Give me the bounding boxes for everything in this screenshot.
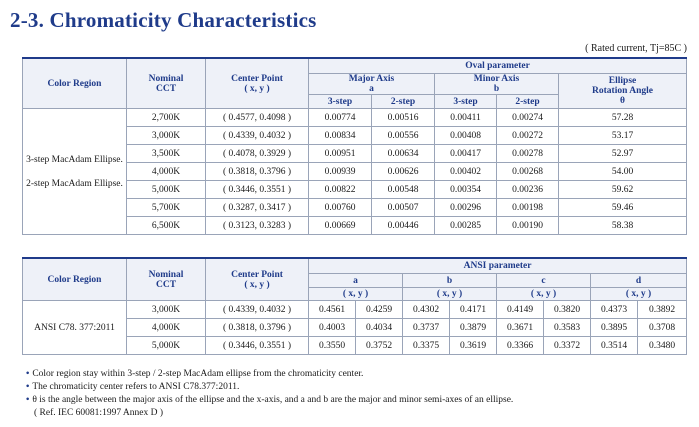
- cell-b-3step: 0.00354: [435, 181, 497, 199]
- cell-b-2step: 0.00274: [497, 109, 559, 127]
- header-cct: CCT: [155, 83, 177, 94]
- cell-b-2step: 0.00236: [497, 181, 559, 199]
- footnote-text: Color region stay within 3-step / 2-step MacAdam ellipse from the chromaticity center.: [32, 369, 364, 379]
- header-minor-3step: 3-step: [435, 95, 497, 109]
- bullet-icon: •: [26, 395, 30, 405]
- header-rotation-angle: Rotation Angle: [592, 86, 653, 96]
- header-color-region-2: Color Region: [23, 258, 127, 301]
- header-minor-axis-symbol: b: [493, 84, 500, 94]
- header-ellipse-rotation: [559, 74, 687, 109]
- footnote: [26, 368, 513, 381]
- cell-a-3step: 0.00834: [309, 127, 372, 145]
- cell-d-y: 0.3892: [638, 301, 687, 319]
- cell-a-y: 0.4034: [356, 319, 403, 337]
- region-line-2step: 2-step MacAdam Ellipse.: [26, 178, 123, 189]
- header-center-xy-2: ( x, y ): [244, 279, 270, 290]
- cell-center-xy: ( 0.4339, 0.4032 ): [206, 127, 309, 145]
- header-major-axis-label: Major Axis: [348, 74, 395, 84]
- bullet-icon: •: [26, 369, 30, 379]
- header-nominal: Nominal: [148, 73, 184, 84]
- header-point-b: b: [403, 274, 497, 288]
- cell-a-y: 0.3752: [356, 337, 403, 355]
- cell-center-xy: ( 0.3818, 0.3796 ): [206, 319, 309, 337]
- cell-cct: 2,700K: [127, 109, 206, 127]
- oval-parameter-table: [22, 57, 687, 235]
- cell-a-2step: 0.00446: [372, 217, 435, 235]
- header-center-point-label: Center Point: [231, 73, 283, 84]
- cell-b-2step: 0.00268: [497, 163, 559, 181]
- cell-center-xy: ( 0.4577, 0.4098 ): [206, 109, 309, 127]
- cell-a-3step: 0.00939: [309, 163, 372, 181]
- header-major-3step: 3-step: [309, 95, 372, 109]
- cell-a-3step: 0.00669: [309, 217, 372, 235]
- cell-theta: 52.97: [559, 145, 687, 163]
- page-title: 2-3. Chromaticity Characteristics: [10, 8, 317, 32]
- cell-b-x: 0.3737: [403, 319, 450, 337]
- cell-cct: 5,000K: [127, 337, 206, 355]
- header-point-a: a: [309, 274, 403, 288]
- cell-a-3step: 0.00774: [309, 109, 372, 127]
- footnote-ref-text: ( Ref. IEC 60081:1997 Annex D ): [34, 408, 164, 418]
- header-nominal-cct: [127, 58, 206, 109]
- cell-d-y: 0.3708: [638, 319, 687, 337]
- cell-b-y: 0.3879: [450, 319, 497, 337]
- region-cell-macadam: [23, 109, 127, 235]
- footnote: [26, 381, 513, 394]
- cell-a-x: 0.4003: [309, 319, 356, 337]
- cell-a-3step: 0.00951: [309, 145, 372, 163]
- cell-theta: 57.28: [559, 109, 687, 127]
- header-ansi-parameter: ANSI parameter: [309, 258, 687, 274]
- cell-b-2step: 0.00198: [497, 199, 559, 217]
- cell-theta: 58.38: [559, 217, 687, 235]
- footnote-text: The chromaticity center refers to ANSI C78.377:2011.: [32, 382, 240, 392]
- cell-a-2step: 0.00634: [372, 145, 435, 163]
- cell-b-3step: 0.00408: [435, 127, 497, 145]
- cell-theta: 59.46: [559, 199, 687, 217]
- header-minor-axis: [435, 74, 559, 95]
- cell-center-xy: ( 0.3123, 0.3283 ): [206, 217, 309, 235]
- header-theta: θ: [620, 96, 625, 106]
- header-center-point: [206, 58, 309, 109]
- cell-theta: 53.17: [559, 127, 687, 145]
- header-cct-2: CCT: [155, 279, 177, 290]
- cell-a-y: 0.4259: [356, 301, 403, 319]
- region-line-3step: 3-step MacAdam Ellipse.: [26, 154, 123, 165]
- cell-b-3step: 0.00285: [435, 217, 497, 235]
- header-center-xy: ( x, y ): [244, 83, 270, 94]
- header-center-point-label-2: Center Point: [231, 269, 283, 280]
- cell-c-y: 0.3583: [544, 319, 591, 337]
- cell-center-xy: ( 0.3446, 0.3551 ): [206, 181, 309, 199]
- cell-b-3step: 0.00402: [435, 163, 497, 181]
- header-center-point-2: [206, 258, 309, 301]
- table-row: [23, 109, 687, 127]
- cell-theta: 54.00: [559, 163, 687, 181]
- cell-cct: 3,500K: [127, 145, 206, 163]
- footnote-text: θ is the angle between the major axis of the ellipse and the x-axis, and a and b are the major and minor semi-axes of an ellipse.: [32, 395, 514, 405]
- cell-b-y: 0.4171: [450, 301, 497, 319]
- cell-b-2step: 0.00272: [497, 127, 559, 145]
- header-oval-parameter: Oval parameter: [309, 58, 687, 74]
- cell-d-x: 0.3895: [591, 319, 638, 337]
- cell-theta: 59.62: [559, 181, 687, 199]
- footnote-reference: [26, 407, 513, 420]
- header-major-2step: 2-step: [372, 95, 435, 109]
- cell-c-y: 0.3820: [544, 301, 591, 319]
- cell-a-x: 0.3550: [309, 337, 356, 355]
- cell-b-y: 0.3619: [450, 337, 497, 355]
- table-row: [23, 301, 687, 319]
- cell-d-x: 0.3514: [591, 337, 638, 355]
- header-point-c: c: [497, 274, 591, 288]
- footnotes: [26, 368, 513, 420]
- cell-center-xy: ( 0.3287, 0.3417 ): [206, 199, 309, 217]
- header-major-axis-symbol: a: [369, 84, 374, 94]
- cell-d-y: 0.3480: [638, 337, 687, 355]
- cell-a-3step: 0.00760: [309, 199, 372, 217]
- header-point-a-xy: ( x, y ): [309, 288, 403, 301]
- header-nominal-2: Nominal: [148, 269, 184, 280]
- header-minor-2step: 2-step: [497, 95, 559, 109]
- cell-d-x: 0.4373: [591, 301, 638, 319]
- cell-b-3step: 0.00411: [435, 109, 497, 127]
- cell-center-xy: ( 0.3446, 0.3551 ): [206, 337, 309, 355]
- cell-c-x: 0.4149: [497, 301, 544, 319]
- cell-a-2step: 0.00556: [372, 127, 435, 145]
- cell-a-3step: 0.00822: [309, 181, 372, 199]
- footnote: [26, 394, 513, 407]
- cell-center-xy: ( 0.4078, 0.3929 ): [206, 145, 309, 163]
- header-point-d-xy: ( x, y ): [591, 288, 687, 301]
- cell-center-xy: ( 0.3818, 0.3796 ): [206, 163, 309, 181]
- cell-cct: 3,000K: [127, 301, 206, 319]
- header-ellipse: Ellipse: [608, 76, 637, 86]
- cell-cct: 4,000K: [127, 163, 206, 181]
- header-point-d: d: [591, 274, 687, 288]
- cell-b-x: 0.3375: [403, 337, 450, 355]
- header-point-b-xy: ( x, y ): [403, 288, 497, 301]
- cell-c-x: 0.3366: [497, 337, 544, 355]
- cell-cct: 5,000K: [127, 181, 206, 199]
- cell-a-2step: 0.00516: [372, 109, 435, 127]
- cell-cct: 5,700K: [127, 199, 206, 217]
- cell-b-x: 0.4302: [403, 301, 450, 319]
- header-point-c-xy: ( x, y ): [497, 288, 591, 301]
- cell-b-2step: 0.00278: [497, 145, 559, 163]
- cell-c-x: 0.3671: [497, 319, 544, 337]
- cell-a-2step: 0.00626: [372, 163, 435, 181]
- cell-a-x: 0.4561: [309, 301, 356, 319]
- cell-b-3step: 0.00296: [435, 199, 497, 217]
- cell-cct: 3,000K: [127, 127, 206, 145]
- cell-b-2step: 0.00190: [497, 217, 559, 235]
- rated-current-note: ( Rated current, Tj=85C ): [585, 43, 687, 54]
- cell-a-2step: 0.00548: [372, 181, 435, 199]
- cell-cct: 6,500K: [127, 217, 206, 235]
- cell-cct: 4,000K: [127, 319, 206, 337]
- header-color-region: Color Region: [23, 58, 127, 109]
- cell-b-3step: 0.00417: [435, 145, 497, 163]
- ansi-parameter-table: [22, 257, 687, 355]
- cell-a-2step: 0.00507: [372, 199, 435, 217]
- bullet-icon: •: [26, 382, 30, 392]
- cell-c-y: 0.3372: [544, 337, 591, 355]
- header-minor-axis-label: Minor Axis: [473, 74, 520, 84]
- header-major-axis: [309, 74, 435, 95]
- cell-center-xy: ( 0.4339, 0.4032 ): [206, 301, 309, 319]
- header-nominal-cct-2: [127, 258, 206, 301]
- region-cell-ansi: ANSI C78. 377:2011: [23, 301, 127, 355]
